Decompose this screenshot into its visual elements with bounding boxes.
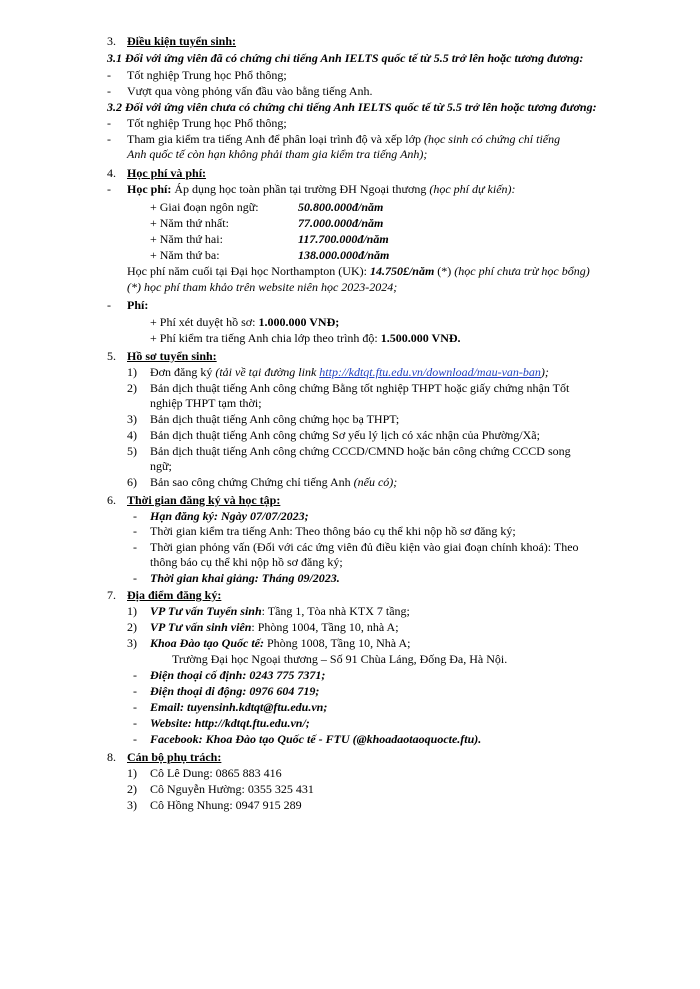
fee-reference-note: (*) học phí tham khảo trên website niên học 2023-2024; xyxy=(127,280,398,294)
section-8-title: Cán bộ phụ trách: xyxy=(127,750,222,764)
list-number: 5) xyxy=(127,444,137,458)
fee-value: 50.800.000đ/năm xyxy=(298,200,384,214)
list-item-text: Đơn đăng ký xyxy=(150,365,216,379)
section-3-title: Điều kiện tuyển sinh: xyxy=(127,34,237,48)
location-item xyxy=(150,620,399,635)
final-year-note: (học phí chưa trừ học bổng) xyxy=(454,264,590,278)
mobile-number: Điện thoại di động: 0976 604 719; xyxy=(150,684,320,698)
fee-item-value: 1.500.000 VNĐ. xyxy=(380,331,461,345)
staff-contact: Cô Hồng Nhung: 0947 915 289 xyxy=(150,798,302,812)
list-item: Tốt nghiệp Trung học Phổ thông; xyxy=(127,68,287,82)
interview-time: Thời gian phỏng vấn (Đối với các ứng viên đủ điều kiện vào giai đoạn chính khoá): Theo xyxy=(150,540,579,554)
fee-heading: Phí: xyxy=(127,298,149,312)
dash-bullet: - xyxy=(133,524,137,538)
website-address: Website: http://kdtqt.ftu.edu.vn/; xyxy=(150,716,310,730)
final-year-amount: 14.750£/năm xyxy=(369,264,435,278)
dash-bullet: - xyxy=(107,182,111,196)
section-4-title: Học phí và phí: xyxy=(127,166,207,180)
list-item-text: Tham gia kiểm tra tiếng Anh để phân loại trình độ và xếp lớp xyxy=(127,132,424,146)
fee-label: + Năm thứ ba: xyxy=(150,248,220,262)
list-number: 1) xyxy=(127,604,137,618)
list-number: 1) xyxy=(127,766,137,780)
fee-value: 138.000.000đ/năm xyxy=(298,248,390,262)
list-item-continued: ngữ; xyxy=(150,459,172,473)
list-item-note: (nếu có); xyxy=(353,475,398,489)
location-item xyxy=(150,604,410,619)
section-6-number: 6. xyxy=(107,493,116,507)
list-number: 2) xyxy=(127,381,137,395)
list-item xyxy=(150,475,397,490)
list-item: Bản dịch thuật tiếng Anh công chứng học bạ THPT; xyxy=(150,412,400,426)
list-item: Tốt nghiệp Trung học Phổ thông; xyxy=(127,116,287,130)
dash-bullet: - xyxy=(133,509,137,523)
location-name: Khoa Đào tạo Quốc tế: xyxy=(150,636,264,650)
section-7-number: 7. xyxy=(107,588,116,602)
section-8-number: 8. xyxy=(107,750,116,764)
list-number: 3) xyxy=(127,412,137,426)
dash-bullet: - xyxy=(107,68,111,82)
list-item xyxy=(150,365,549,380)
list-item-note: (tải về tại đường link xyxy=(215,365,320,379)
tuition-line xyxy=(127,182,516,197)
list-item-note-end: ); xyxy=(540,365,549,379)
location-name: VP Tư vấn sinh viên xyxy=(150,620,252,634)
location-detail: Phòng 1008, Tầng 10, Nhà A; xyxy=(264,636,411,650)
list-item xyxy=(127,132,560,147)
tuition-text: Áp dụng học toàn phần tại trường ĐH Ngoại thương xyxy=(171,182,430,196)
location-name: VP Tư vấn Tuyển sinh xyxy=(150,604,262,618)
list-number: 2) xyxy=(127,620,137,634)
subsection-3-1-title: 3.1 Đối với ứng viên đã có chứng chỉ tiếng Anh IELTS quốc tế từ 5.5 trở lên hoặc tương đương: xyxy=(107,51,584,65)
test-time: Thời gian kiểm tra tiếng Anh: Theo thông báo cụ thể khi nộp hồ sơ đăng ký; xyxy=(150,524,516,538)
address: Trường Đại học Ngoại thương – Số 91 Chùa Láng, Đống Đa, Hà Nội. xyxy=(172,652,508,666)
dash-bullet: - xyxy=(133,540,137,554)
list-item: Bản dịch thuật tiếng Anh công chứng CCCD/CMND hoặc bản công chứng CCCD song xyxy=(150,444,571,458)
dash-bullet: - xyxy=(107,298,111,312)
location-detail: : Tầng 1, Tòa nhà KTX 7 tầng; xyxy=(261,604,410,618)
email-address: Email: tuyensinh.kdtqt@ftu.edu.vn; xyxy=(150,700,328,714)
staff-contact: Cô Nguyễn Hường: 0355 325 431 xyxy=(150,782,314,796)
list-number: 1) xyxy=(127,365,137,379)
dash-bullet: - xyxy=(133,571,137,585)
location-detail: : Phòng 1004, Tầng 10, nhà A; xyxy=(251,620,399,634)
facebook-page: Facebook: Khoa Đào tạo Quốc tế - FTU (@khoadaotaoquocte.ftu). xyxy=(150,732,482,746)
dash-bullet: - xyxy=(107,132,111,146)
list-number: 6) xyxy=(127,475,137,489)
location-item xyxy=(150,636,410,651)
dash-bullet: - xyxy=(133,732,137,746)
list-item-text: Bản sao công chứng Chứng chỉ tiếng Anh xyxy=(150,475,354,489)
list-number: 3) xyxy=(127,798,137,812)
list-number: 3) xyxy=(127,636,137,650)
phone-number: Điện thoại cố định: 0243 775 7371; xyxy=(150,668,326,682)
interview-time-continued: thông báo cụ thể khi nộp hồ sơ đăng ký; xyxy=(150,555,343,569)
dash-bullet: - xyxy=(133,700,137,714)
fee-item-label: + Phí xét duyệt hồ sơ: xyxy=(150,315,259,329)
list-number: 4) xyxy=(127,428,137,442)
fee-item-label: + Phí kiểm tra tiếng Anh chia lớp theo trình độ: xyxy=(150,331,381,345)
list-item-continued: nghiệp THPT tạm thời; xyxy=(150,396,262,410)
section-3-number: 3. xyxy=(107,34,116,48)
fee-label: + Giai đoạn ngôn ngữ: xyxy=(150,200,259,214)
section-6-title: Thời gian đăng ký và học tập: xyxy=(127,493,281,507)
fee-label: + Năm thứ hai: xyxy=(150,232,223,246)
list-item-note: (học sinh có chứng chỉ tiếng xyxy=(423,132,561,146)
list-item: Bản dịch thuật tiếng Anh công chứng Bằng tốt nghiệp THPT hoặc giấy chứng nhận Tốt xyxy=(150,381,570,395)
section-5-number: 5. xyxy=(107,349,116,363)
subsection-3-2-title: 3.2 Đối với ứng viên chưa có chứng chỉ tiếng Anh IELTS quốc tế từ 5.5 trở lên hoặc tương đương: xyxy=(107,100,597,114)
final-year-fee xyxy=(127,264,590,279)
list-item: Vượt qua vòng phỏng vấn đầu vào bằng tiếng Anh. xyxy=(127,84,373,98)
fee-item xyxy=(150,331,461,346)
fee-label: + Năm thứ nhất: xyxy=(150,216,229,230)
dash-bullet: - xyxy=(107,84,111,98)
dash-bullet: - xyxy=(133,668,137,682)
download-link[interactable]: http://kdtqt.ftu.edu.vn/download/mau-van-ban xyxy=(319,365,541,379)
tuition-label: Học phí: xyxy=(127,182,172,196)
opening-date: Thời gian khai giảng: Tháng 09/2023. xyxy=(150,571,340,585)
staff-contact: Cô Lê Dung: 0865 883 416 xyxy=(150,766,282,780)
final-year-mark: (*) xyxy=(434,264,455,278)
fee-value: 77.000.000đ/năm xyxy=(298,216,384,230)
section-4-number: 4. xyxy=(107,166,116,180)
list-item: Bản dịch thuật tiếng Anh công chứng Sơ yếu lý lịch có xác nhận của Phường/Xã; xyxy=(150,428,540,442)
fee-item xyxy=(150,315,339,330)
fee-item-value: 1.000.000 VNĐ; xyxy=(258,315,340,329)
dash-bullet: - xyxy=(107,116,111,130)
section-5-title: Hồ sơ tuyển sinh: xyxy=(127,349,217,363)
tuition-note: (học phí dự kiến): xyxy=(429,182,516,196)
final-year-text: Học phí năm cuối tại Đại học Northampton (UK): xyxy=(127,264,370,278)
list-item-note-continued: Anh quốc tế còn hạn không phải tham gia kiểm tra tiếng Anh); xyxy=(127,147,428,161)
dash-bullet: - xyxy=(133,684,137,698)
fee-value: 117.700.000đ/năm xyxy=(298,232,389,246)
registration-deadline: Hạn đăng ký: Ngày 07/07/2023; xyxy=(150,509,309,523)
section-7-title: Địa điểm đăng ký: xyxy=(127,588,222,602)
list-number: 2) xyxy=(127,782,137,796)
dash-bullet: - xyxy=(133,716,137,730)
